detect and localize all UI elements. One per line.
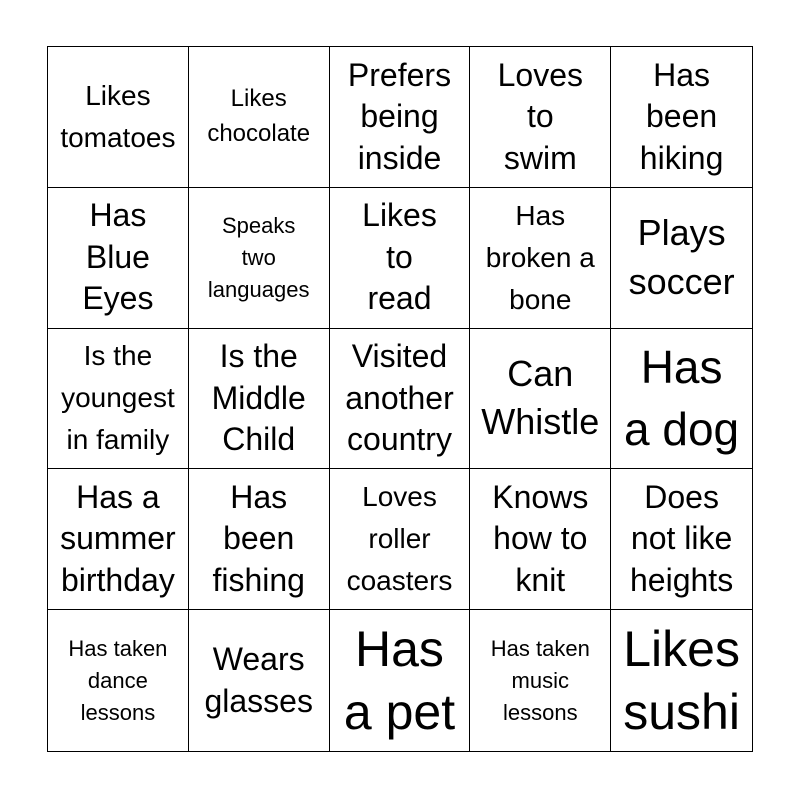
bingo-cell[interactable] [611, 610, 752, 751]
cell-text: Has a summer birthday [60, 478, 176, 599]
cell-text: Does not like heights [630, 478, 734, 599]
bingo-cell[interactable] [611, 188, 752, 329]
bingo-cell[interactable] [330, 188, 471, 329]
cell-text: Loves to swim [497, 56, 583, 176]
cell-text: Speaks two languages [207, 212, 310, 302]
cell-text: Likes sushi [623, 621, 740, 740]
bingo-cell[interactable] [48, 329, 189, 470]
cell-text: Is the Middle Child [211, 338, 306, 458]
cell-text: Plays soccer [628, 212, 735, 302]
bingo-cell[interactable] [611, 469, 752, 610]
cell-text: Wears glasses [204, 641, 313, 719]
cell-text: Has Blue Eyes [82, 197, 154, 317]
bingo-cell[interactable] [470, 329, 611, 470]
bingo-cell[interactable] [330, 47, 471, 188]
bingo-cell[interactable] [189, 329, 330, 470]
cell-text: Prefers being inside [347, 56, 452, 176]
cell-text: Likes chocolate [207, 85, 311, 147]
cell-text: Visited another country [345, 338, 454, 458]
cell-text: Has taken music lessons [490, 635, 590, 725]
bingo-cell[interactable] [189, 47, 330, 188]
cell-text: Has taken dance lessons [68, 635, 168, 725]
bingo-cell[interactable] [189, 469, 330, 610]
cell-text: Likes tomatoes [60, 79, 176, 153]
bingo-cell[interactable] [330, 329, 471, 470]
cell-text: Has broken a bone [485, 199, 595, 315]
cell-text: Can Whistle [481, 352, 600, 443]
cell-text: Has a dog [624, 341, 740, 456]
bingo-cell[interactable] [189, 188, 330, 329]
cell-text: Has been hiking [639, 56, 724, 176]
bingo-cell[interactable] [48, 610, 189, 751]
bingo-cell[interactable] [611, 47, 752, 188]
bingo-cell[interactable] [189, 610, 330, 751]
bingo-cell[interactable] [330, 469, 471, 610]
bingo-cell[interactable] [470, 47, 611, 188]
cell-text: Has been fishing [212, 478, 305, 599]
cell-text: Has a pet [343, 621, 456, 740]
bingo-cell[interactable] [48, 47, 189, 188]
bingo-cell[interactable] [470, 469, 611, 610]
bingo-cell[interactable] [470, 188, 611, 329]
bingo-card [47, 46, 753, 752]
cell-text: Loves roller coasters [346, 481, 453, 597]
bingo-cell[interactable] [330, 610, 471, 751]
cell-text: Is the youngest in family [61, 340, 175, 456]
cell-text: Knows how to knit [492, 478, 589, 599]
bingo-cell[interactable] [48, 188, 189, 329]
bingo-cell[interactable] [48, 469, 189, 610]
bingo-cell[interactable] [470, 610, 611, 751]
bingo-cell[interactable] [611, 329, 752, 470]
cell-text: Likes to read [362, 197, 437, 317]
